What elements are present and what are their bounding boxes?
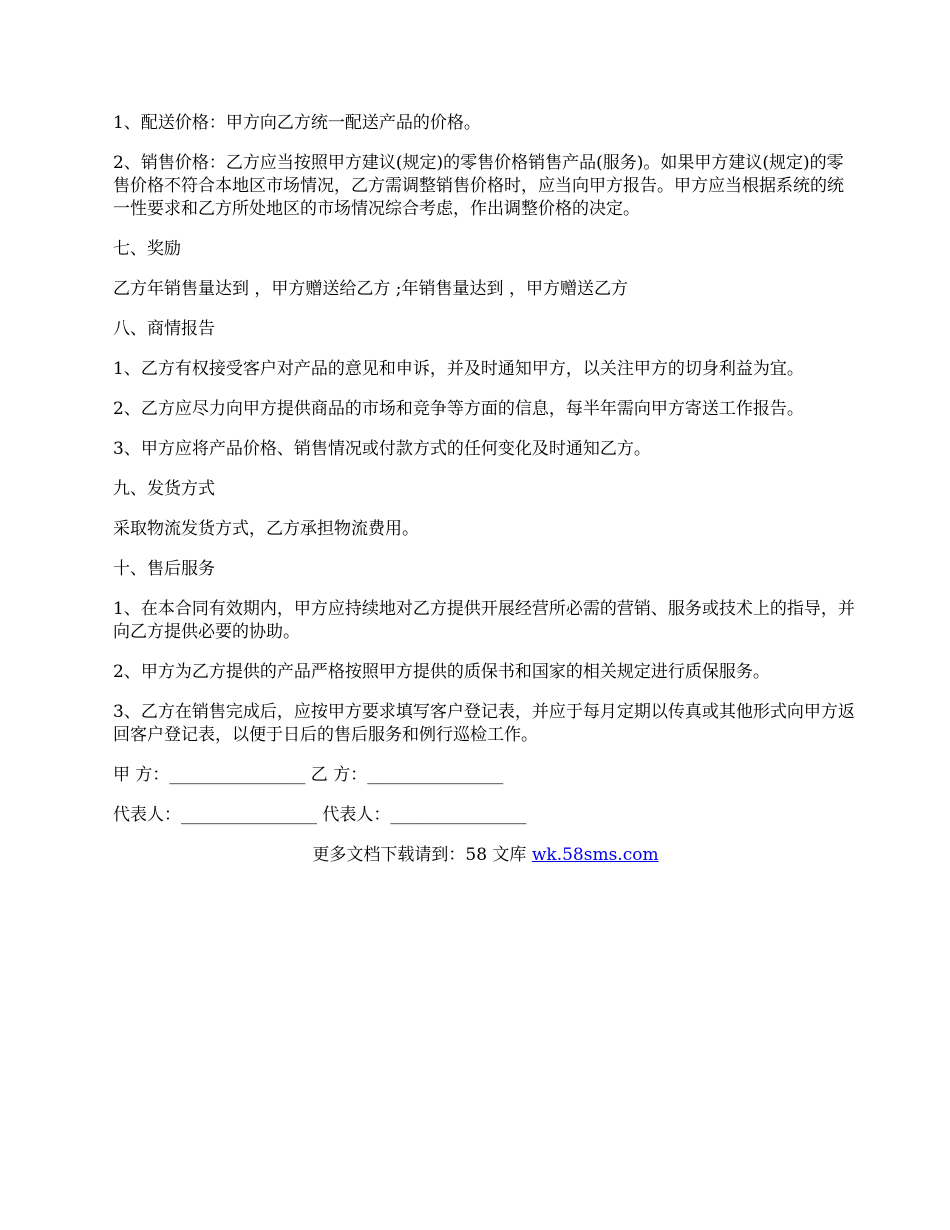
footer-link[interactable]: wk.58sms.com (531, 845, 659, 865)
pricing-delivery-clause: 1、配送价格：甲方向乙方统一配送产品的价格。 (113, 113, 481, 133)
after-sales-clause-3: 3、乙方在销售完成后，应按甲方要求填写客户登记表，并应于每月定期以传真或其他形式向甲方返回客户登记表，以便于日后的售后服务和例行巡检工作。 (113, 702, 855, 745)
section-heading-after-sales: 十、售后服务 (113, 559, 215, 579)
after-sales-clause-1: 1、在本合同有效期内，甲方应持续地对乙方提供开展经营所必需的营销、服务或技术上的指导，并向乙方提供必要的协助。 (113, 599, 855, 642)
reward-clause: 乙方年销售量达到 ，甲方赠送给乙方 ;年销售量达到 ，甲方赠送乙方 (113, 279, 628, 299)
signature-representatives-line: 代表人：________________ 代表人：________________ (113, 805, 527, 825)
report-clause-1: 1、乙方有权接受客户对产品的意见和申诉，并及时通知甲方，以关注甲方的切身利益为宜。 (113, 359, 804, 379)
section-heading-reward: 七、奖励 (113, 239, 181, 259)
section-heading-business-report: 八、商情报告 (113, 319, 215, 339)
report-clause-2: 2、乙方应尽力向甲方提供商品的市场和竞争等方面的信息，每半年需向甲方寄送工作报告。 (113, 399, 804, 419)
download-footer (113, 844, 858, 867)
signature-parties-line: 甲 方：________________ 乙 方：________________ (113, 765, 504, 785)
shipping-clause: 采取物流发货方式，乙方承担物流费用。 (113, 519, 419, 539)
pricing-sales-clause: 2、销售价格：乙方应当按照甲方建议(规定)的零售价格销售产品(服务)。如果甲方建议(规定)的零售价格不符合本地区市场情况，乙方需调整销售价格时，应当向甲方报告。甲方应当根据系统的统一性要求和乙方所处地区的市场情况综合考虑，作出调整价格的决定。 (113, 153, 844, 219)
report-clause-3: 3、甲方应将产品价格、销售情况或付款方式的任何变化及时通知乙方。 (113, 439, 651, 459)
footer-text: 更多文档下载请到：58 文库 (312, 845, 532, 865)
after-sales-clause-2: 2、甲方为乙方提供的产品严格按照甲方提供的质保书和国家的相关规定进行质保服务。 (113, 662, 770, 682)
document-page (113, 112, 858, 884)
section-heading-shipping: 九、发货方式 (113, 479, 215, 499)
